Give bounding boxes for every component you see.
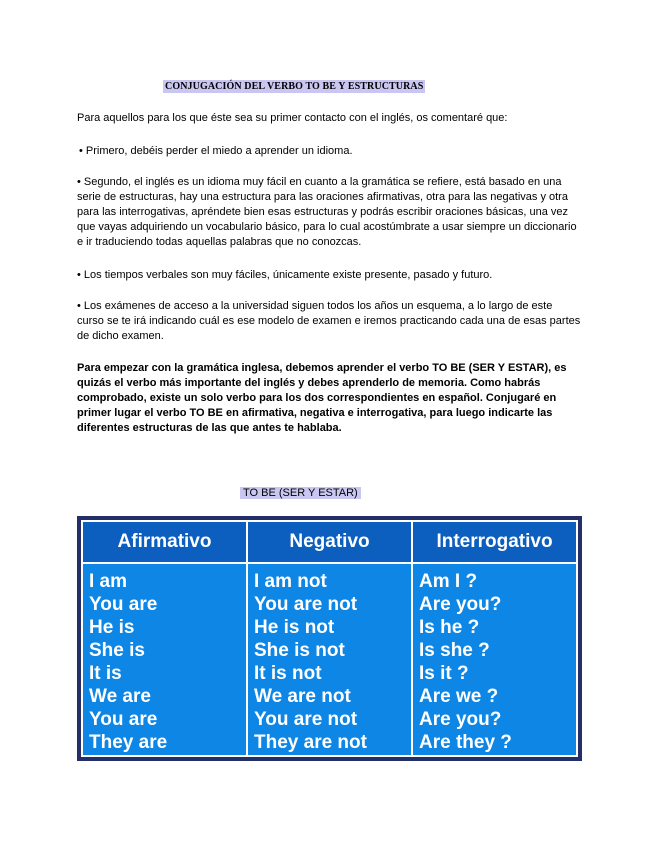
column-afirmativo bbox=[82, 563, 247, 756]
conjugation-line: You are bbox=[89, 709, 158, 730]
conjugation-line: We are not bbox=[254, 686, 351, 707]
conjugation-line: You are not bbox=[254, 709, 358, 730]
conjugation-line: Are they ? bbox=[419, 732, 512, 753]
verb-conjugation-table bbox=[81, 520, 578, 757]
conjugation-line: I am not bbox=[254, 571, 327, 592]
column-interrogativo bbox=[412, 563, 577, 756]
header-negativo: Negativo bbox=[247, 521, 412, 563]
conjugation-line: She is not bbox=[254, 640, 345, 661]
conjugation-line: Are you? bbox=[419, 709, 502, 730]
conjugation-line: I am bbox=[89, 571, 128, 592]
table-label: TO BE (SER Y ESTAR) bbox=[240, 487, 361, 499]
conjugation-line: He is not bbox=[254, 617, 335, 638]
header-interrogativo: Interrogativo bbox=[412, 521, 577, 563]
conjugation-line: We are bbox=[89, 686, 151, 707]
conjugation-line: Are you? bbox=[419, 594, 502, 615]
header-afirmativo: Afirmativo bbox=[82, 521, 247, 563]
conjugation-line: Is it ? bbox=[419, 663, 469, 684]
column-negativo bbox=[247, 563, 412, 756]
conjugation-line: It is not bbox=[254, 663, 322, 684]
conjugation-line: You are bbox=[89, 594, 158, 615]
conjugation-line: Am I ? bbox=[419, 571, 478, 592]
bullet-second: • Segundo, el inglés es un idioma muy fácil en cuanto a la gramática se refiere, está basado en una serie de estructuras, hay una estructura para las oraciones afirmativas, otra para las negativas y otra para las interrogativas, apréndete bien esas estructuras y podrás escribir oraciones básicas, una vez que vayas adquiriendo un vocabulario básico, para lo cual acostúmbrate a usar siempre un diccionario e ir traduciendo todas aquellas palabras que no conozcas. bbox=[77, 176, 577, 248]
verb-table-frame bbox=[77, 516, 582, 761]
document-title: CONJUGACIÓN DEL VERBO TO BE Y ESTRUCTURAS bbox=[165, 81, 424, 92]
bullet-third: • Los tiempos verbales son muy fáciles, únicamente existe presente, pasado y futuro. bbox=[77, 269, 493, 281]
conjugation-line: Is he ? bbox=[419, 617, 480, 638]
conjugation-line: Is she ? bbox=[419, 640, 490, 661]
conjugation-line: You are not bbox=[254, 594, 358, 615]
conjugation-line: They are bbox=[89, 732, 168, 753]
table-header-row bbox=[82, 521, 577, 563]
intro-paragraph: Para aquellos para los que éste sea su primer contacto con el inglés, os comentaré que: bbox=[77, 112, 508, 124]
conjugation-line: She is bbox=[89, 640, 145, 661]
bold-paragraph: Para empezar con la gramática inglesa, debemos aprender el verbo TO BE (SER Y ESTAR), es quizás el verbo más importante del inglés y debes aprenderlo de memoria. Como habrás comprobado, existe un solo verbo para los dos correspondientes en español. Conjugaré en primer lugar el verbo TO BE en afirmativa, negativa e interrogativa, para luego indicarte las diferentes estructuras de las que antes te hablaba. bbox=[77, 362, 567, 434]
conjugation-line: They are not bbox=[254, 732, 367, 753]
conjugation-line: It is bbox=[89, 663, 122, 684]
conjugation-line: He is bbox=[89, 617, 135, 638]
bullet-fourth: • Los exámenes de acceso a la universidad siguen todos los años un esquema, a lo largo de este curso se te irá indicando cuál es ese modelo de examen e iremos practicando cada una de esas partes de dicho examen. bbox=[77, 300, 581, 342]
table-body-row bbox=[82, 563, 577, 756]
conjugation-line: Are we ? bbox=[419, 686, 499, 707]
bullet-first: • Primero, debéis perder el miedo a aprender un idioma. bbox=[79, 145, 353, 157]
